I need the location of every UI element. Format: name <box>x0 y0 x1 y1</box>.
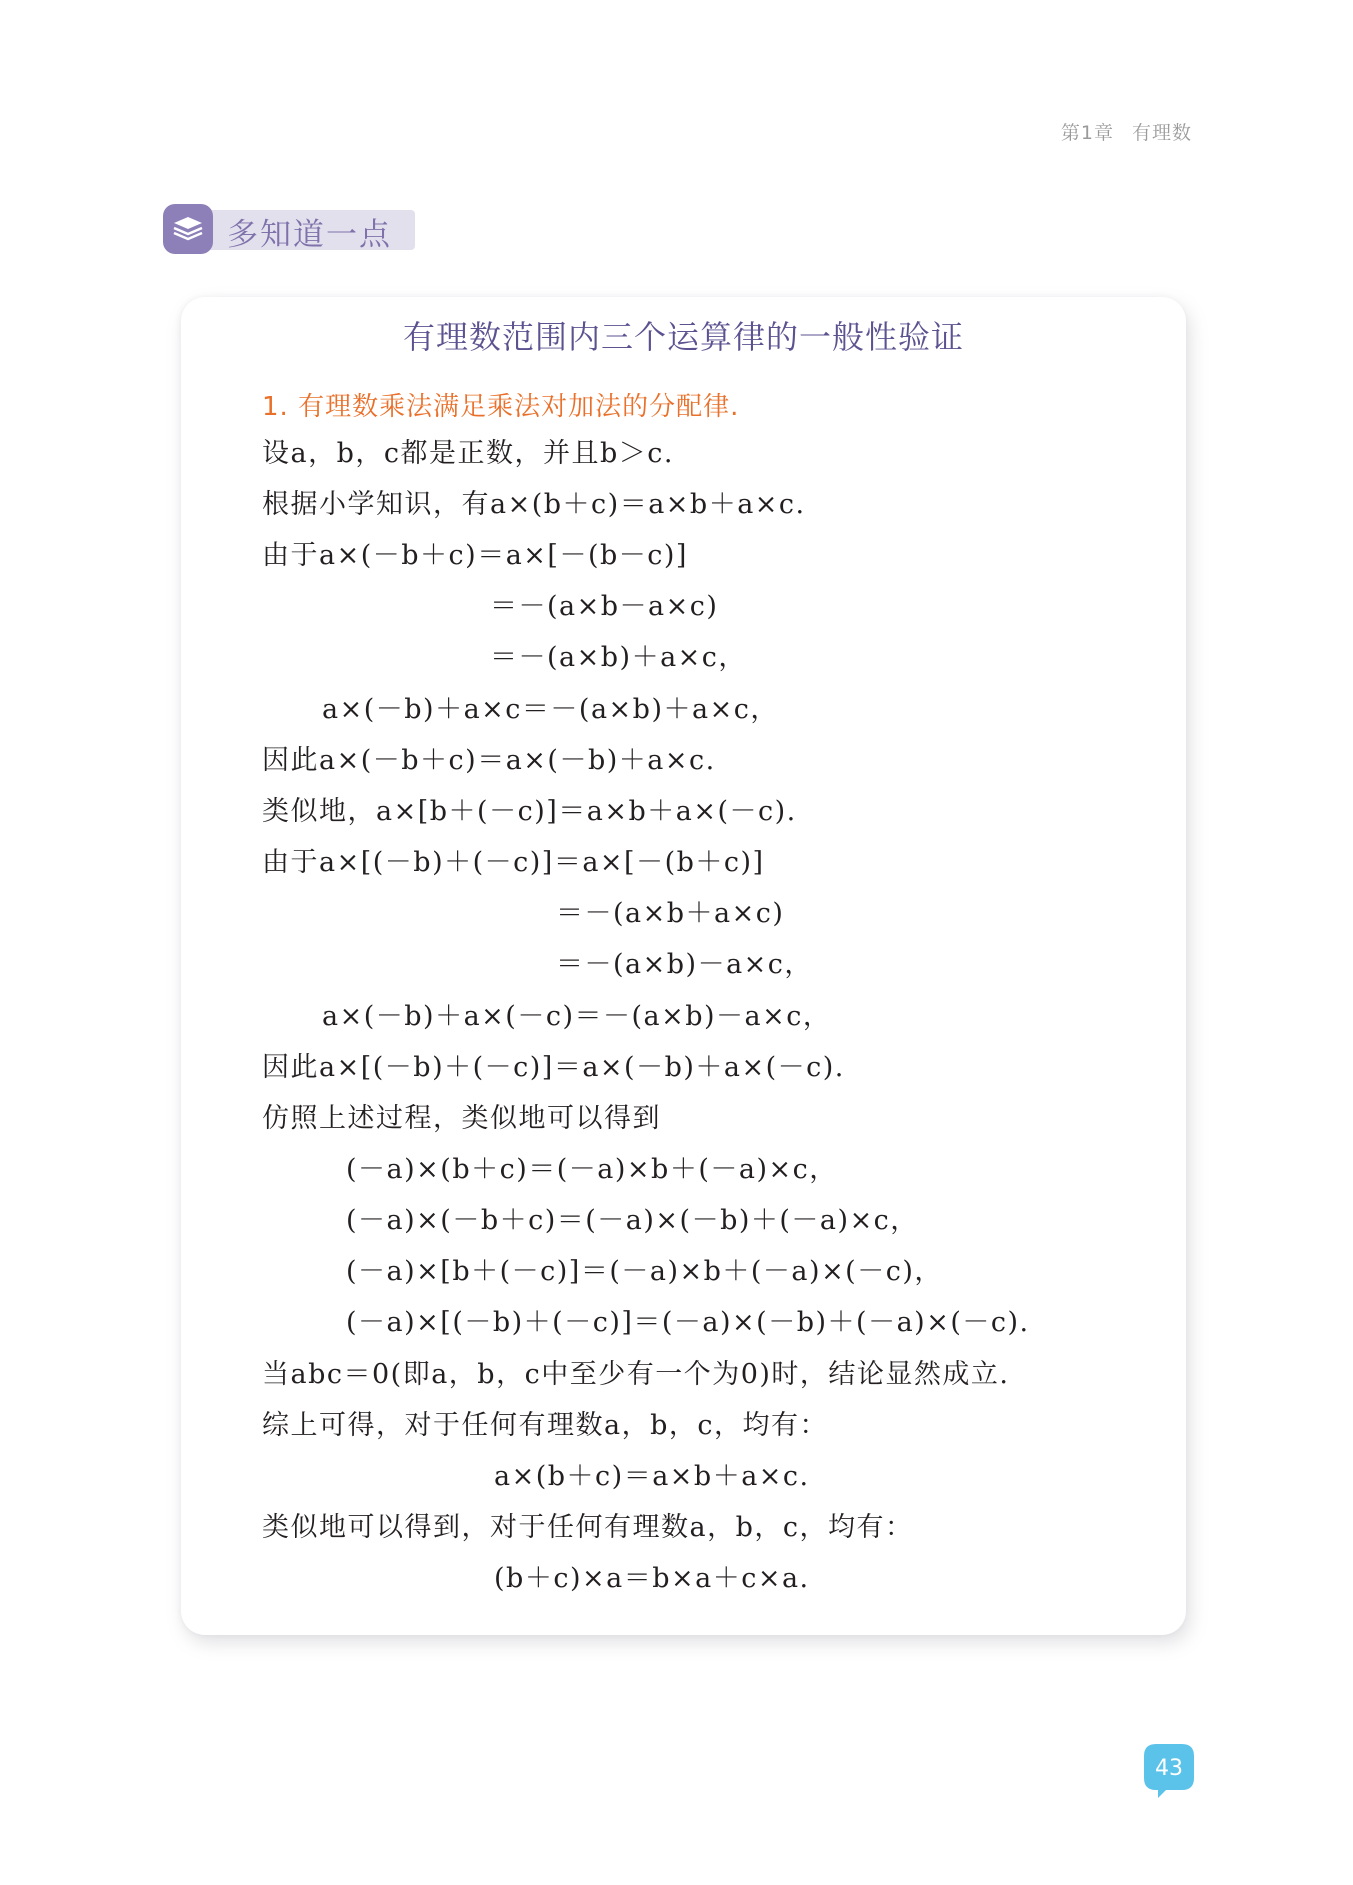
card-title: 有理数范围内三个运算律的一般性验证 <box>402 318 964 356</box>
text-line: 因此a×[(－b)＋(－c)]＝a×(－b)＋a×(－c). <box>262 1052 845 1083</box>
equation-line: (－a)×(b＋c)＝(－a)×b＋(－a)×c， <box>346 1154 838 1185</box>
page-number: 43 <box>1155 1756 1183 1781</box>
equation-line: a×(b＋c)＝a×b＋a×c. <box>494 1461 810 1492</box>
text-line: 类似地可以得到，对于任何有理数a，b，c，均有： <box>262 1512 914 1543</box>
equation-line: ＝－(a×b－a×c) <box>490 591 719 622</box>
text-line: 类似地，a×[b＋(－c)]＝a×b＋a×(－c). <box>262 796 797 827</box>
equation-line: a×(－b)＋a×(－c)＝－(a×b)－a×c， <box>322 1001 832 1032</box>
equation-line: (－a)×[(－b)＋(－c)]＝(－a)×(－b)＋(－a)×(－c). <box>346 1307 1030 1338</box>
chapter-number: 第1章 <box>1060 122 1114 144</box>
equation-line: (－a)×(－b＋c)＝(－a)×(－b)＋(－a)×c， <box>346 1205 919 1236</box>
chapter-title: 有理数 <box>1131 122 1192 144</box>
equation-line: a×(－b)＋a×c＝－(a×b)＋a×c， <box>322 694 779 725</box>
equation-line: ＝－(a×b)＋a×c， <box>490 642 747 673</box>
subheading: 1. 有理数乘法满足乘法对加法的分配律. <box>262 392 740 422</box>
equation-line: ＝－(a×b＋a×c) <box>556 898 785 929</box>
page-number-badge <box>1142 1742 1196 1800</box>
text-line: 设a，b，c都是正数，并且b＞c. <box>262 438 674 469</box>
text-line: 由于a×(－b＋c)＝a×[－(b－c)] <box>262 540 688 571</box>
text-line: 当abc＝0(即a，b，c中至少有一个为0)时，结论显然成立. <box>262 1359 1010 1390</box>
equation-line: (b＋c)×a＝b×a＋c×a. <box>494 1563 810 1594</box>
equation-line: (－a)×[b＋(－c)]＝(－a)×b＋(－a)×(－c)， <box>346 1256 943 1287</box>
text-line: 综上可得，对于任何有理数a，b，c，均有： <box>262 1410 829 1441</box>
chapter-header <box>1061 118 1192 145</box>
text-line: 仿照上述过程，类似地可以得到 <box>262 1103 661 1134</box>
stacked-books-icon <box>163 204 213 254</box>
text-line: 因此a×(－b＋c)＝a×(－b)＋a×c. <box>262 745 716 776</box>
section-tag <box>163 204 415 252</box>
text-line: 由于a×[(－b)＋(－c)]＝a×[－(b＋c)] <box>262 847 765 878</box>
section-tag-label: 多知道一点 <box>227 217 392 253</box>
equation-line: ＝－(a×b)－a×c， <box>556 949 813 980</box>
text-line: 根据小学知识，有a×(b＋c)＝a×b＋a×c. <box>262 489 806 520</box>
